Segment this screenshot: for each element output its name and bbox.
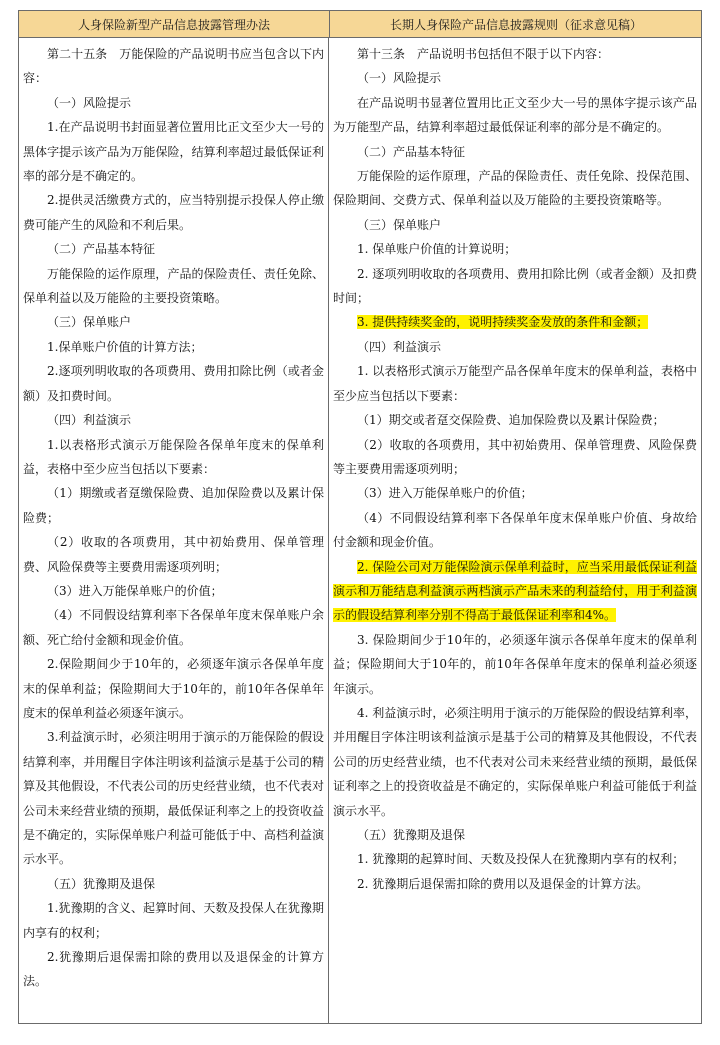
paragraph: （1）期缴或者趸缴保险费、追加保险费以及累计保险费； [23, 486, 324, 525]
left-column-title: 人身保险新型产品信息披露管理办法 [19, 11, 330, 37]
paragraph: 1.保单账户价值的计算方法； [47, 339, 203, 354]
section-heading: （二）产品基本特征 [47, 242, 156, 257]
paragraph: 万能保险的运作原理，产品的保险责任、责任免除、保单利益以及万能险的主要投资策略。 [23, 266, 324, 306]
section-heading: （五）犹豫期及退保 [47, 876, 156, 891]
paragraph: （3）进入万能保单账户的价值； [357, 486, 533, 501]
paragraph: 2. 逐项列明收取的各项费用、费用扣除比例（或者金额）及扣费时间； [333, 266, 697, 306]
paragraph: 3. 保险期间少于10年的，必须逐年演示各保单年度末的保单利益；保险期间大于10年的，前10年各保单年度末的保单利益必须逐年演示。 [333, 632, 697, 696]
paragraph: 2. 犹豫期后退保需扣除的费用以及退保金的计算方法。 [357, 876, 649, 891]
highlighted-paragraph [333, 555, 697, 628]
paragraph: 1.在产品说明书封面显著位置用比正文至少大一号的黑体字提示该产品为万能保险，结算利率超过最低保证利率的部分是不确定的。 [23, 120, 324, 184]
table-body [19, 38, 701, 1023]
paragraph: 2.提供灵活缴费方式的，应当特别提示投保人停止缴费可能产生的风险和不利后果。 [23, 193, 324, 232]
section-heading: （四）利益演示 [47, 413, 132, 428]
paragraph: 在产品说明书显著位置用比正文至少大一号的黑体字提示该产品为万能型产品，结算利率超过最低保证利率的部分是不确定的。 [333, 95, 697, 135]
section-heading: （三）保单账户 [47, 315, 132, 330]
paragraph: 1.犹豫期的含义、起算时间、天数及投保人在犹豫期内享有的权利； [23, 901, 324, 940]
highlight-span: 2. 保险公司对万能保险演示保单利益时，应当采用最低保证利益演示和万能结息利益演示两档演示产品未来的利益给付，用于利益演示的假设结算利率分别不得高于最低保证利率和4%。 [333, 559, 697, 623]
highlight-span: 3. 提供持续奖金的，说明持续奖金发放的条件和金额； [357, 315, 649, 330]
section-heading: （二）产品基本特征 [357, 144, 466, 159]
paragraph: 1. 以表格形式演示万能型产品各保单年度末的保单利益，表格中至少应当包括以下要素： [333, 364, 697, 403]
paragraph: （1）期交或者趸交保险费、追加保险费以及累计保险费； [357, 413, 665, 428]
paragraph: （2）收取的各项费用，其中初始费用、保单管理费、风险保费等主要费用需逐项列明； [23, 535, 324, 574]
paragraph: 1. 保单账户价值的计算说明； [357, 242, 517, 257]
highlighted-paragraph [333, 310, 697, 334]
section-heading: （四）利益演示 [357, 339, 442, 354]
paragraph: 2.犹豫期后退保需扣除的费用以及退保金的计算方法。 [23, 950, 324, 989]
table-header [19, 11, 701, 38]
paragraph: （2）收取的各项费用，其中初始费用、保单管理费、风险保费等主要费用需逐项列明； [333, 437, 697, 476]
article-heading: 第二十五条 万能保险的产品说明书应当包含以下内容： [23, 47, 324, 86]
paragraph: 1.以表格形式演示万能保险各保单年度末的保单利益，表格中至少应当包括以下要素： [23, 437, 324, 476]
article-heading: 第十三条 产品说明书包括但不限于以下内容： [357, 47, 610, 61]
section-heading: （五）犹豫期及退保 [357, 828, 466, 842]
paragraph: 2.逐项列明收取的各项费用、费用扣除比例（或者金额）及扣费时间。 [23, 364, 324, 403]
section-heading: （三）保单账户 [357, 217, 442, 232]
paragraph: 万能保险的运作原理，产品的保险责任、责任免除、投保范围、保险期间、交费方式、保单利益以及万能险的主要投资策略等。 [333, 169, 697, 208]
paragraph: （3）进入万能保单账户的价值； [47, 583, 223, 598]
right-column-text [329, 38, 701, 1023]
paragraph: （4）不同假设结算利率下各保单年度末保单账户价值、身故给付金额和现金价值。 [333, 510, 697, 550]
left-column-text [19, 38, 329, 1023]
section-heading: （一）风险提示 [47, 95, 132, 110]
paragraph: 4. 利益演示时，必须注明用于演示的万能保险的假设结算利率，并用醒目字体注明该利益演示是基于公司的精算及其他假设，不代表公司的历史经营业绩，也不代表对公司未来经营业绩的预期，最低保证利率之上的投资收益是不确定的，实际保单账户利益可能低于利益演示水平。 [333, 705, 697, 818]
section-heading: （一）风险提示 [357, 71, 442, 86]
comparison-table [18, 10, 702, 1024]
right-column-title: 长期人身保险产品信息披露规则（征求意见稿） [389, 17, 642, 32]
paragraph: 2.保险期间少于10年的，必须逐年演示各保单年度末的保单利益；保险期间大于10年的，前10年各保单年度末的保单利益必须逐年演示。 [23, 657, 324, 720]
paragraph: 3.利益演示时，必须注明用于演示的万能保险的假设结算利率，并用醒目字体注明该利益演示是基于公司的精算及其他假设，不代表公司的历史经营业绩，也不代表对公司未来经营业绩的预期，最低保证利率之上的投资收益是不确定的，实际保单账户利益可能低于中、高档利益演示水平。 [23, 730, 324, 867]
paragraph: 1. 犹豫期的起算时间、天数及投保人在犹豫期内享有的权利； [357, 852, 685, 867]
paragraph: （4）不同假设结算利率下各保单年度末保单账户余额、死亡给付金额和现金价值。 [23, 608, 324, 647]
